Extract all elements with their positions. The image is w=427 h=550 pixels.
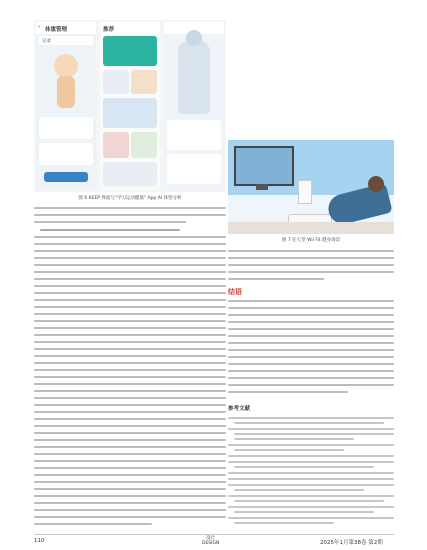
analysis-card (167, 154, 221, 184)
phone-title: 体重管理 (45, 27, 68, 33)
floor-mat (228, 222, 394, 234)
course-card[interactable] (103, 132, 129, 158)
person-head (368, 176, 384, 192)
body-figure-torso (57, 76, 75, 108)
metric-card (39, 143, 93, 165)
body-figure-illustration (54, 54, 78, 78)
course-card[interactable] (103, 162, 157, 186)
action-button[interactable] (44, 172, 88, 182)
console-device (298, 180, 312, 204)
phone-header (100, 22, 160, 34)
figure-6-caption: 图 6 KEEP 界面与"学习运动健康" App AI 体型分析 (78, 196, 182, 201)
figure-app-screens (34, 20, 226, 192)
phone-screen-analysis (164, 22, 224, 190)
course-card[interactable] (103, 98, 157, 128)
page-number: 110 (34, 538, 45, 544)
phone-screen-weight (36, 22, 96, 190)
design-label: 设计 DESIGN (202, 536, 220, 547)
banner-card[interactable] (103, 36, 157, 66)
body-model-head (186, 30, 202, 46)
metric-card (39, 117, 93, 139)
phone-title: 推荐 (103, 27, 115, 33)
phone-header (36, 22, 96, 34)
conclusion-heading: 结语 (228, 288, 242, 296)
footer-rule (34, 534, 394, 535)
course-card[interactable] (131, 70, 157, 94)
tab-record: 记录 (39, 36, 93, 45)
analysis-card (167, 120, 221, 150)
course-card[interactable] (103, 70, 129, 94)
back-arrow-icon: ‹ (38, 24, 41, 30)
body-model-illustration (178, 40, 210, 114)
phone-screen-recommend (100, 22, 160, 190)
issue-date: 2025年1月第38卷 第2期 (320, 540, 383, 546)
tv-screen (234, 146, 294, 186)
figure-wii-fit (228, 140, 394, 234)
course-card[interactable] (131, 132, 157, 158)
figure-7-caption: 图 7 任天堂 Wii Fit 健身场景 (281, 238, 341, 243)
tv-stand (256, 184, 268, 190)
references-heading: 参考文献 (228, 406, 251, 412)
